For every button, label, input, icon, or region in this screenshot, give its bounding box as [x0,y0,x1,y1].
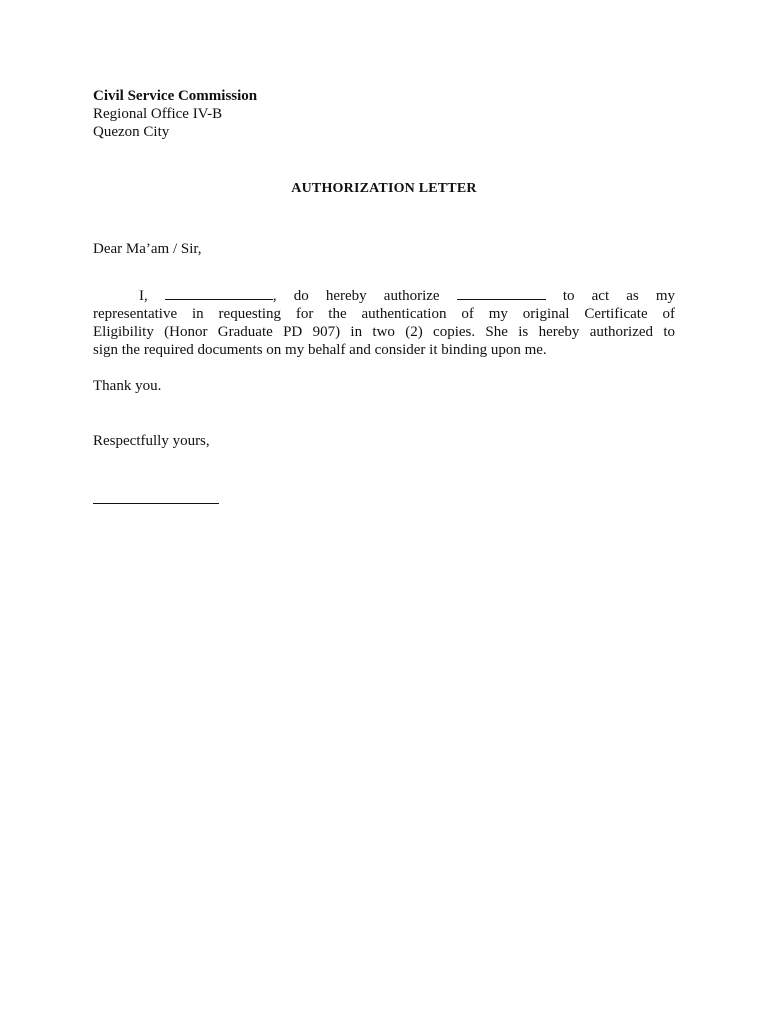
body-line-4: sign the required documents on my behalf and consider it binding upon me. [93,342,547,358]
authorizer-name-blank [165,287,273,300]
body-line-1-mid: , do hereby authorize [272,288,440,304]
recipient-office: Regional Office IV-B [93,106,223,122]
body-paragraph [93,287,675,359]
thank-you-text: Thank you. [93,378,162,394]
signature-line [93,503,219,504]
recipient-address [93,87,257,141]
salutation: Dear Ma’am / Sir, [93,241,202,257]
body-line-1-suffix: to act as my [562,288,676,304]
recipient-city: Quezon City [93,124,170,140]
representative-name-blank [457,287,546,300]
letter-title: AUTHORIZATION LETTER [291,181,477,196]
recipient-organization: Civil Service Commission [93,88,258,104]
body-line-1-prefix: I, [139,288,148,304]
body-line-2: representative in requesting for the authentication of my original Certificate of [93,306,675,322]
closing-text: Respectfully yours, [93,433,210,449]
body-line-3: Eligibility (Honor Graduate PD 907) in two (2) copies. She is hereby authorized to [93,324,675,340]
body-line-1 [93,287,675,305]
